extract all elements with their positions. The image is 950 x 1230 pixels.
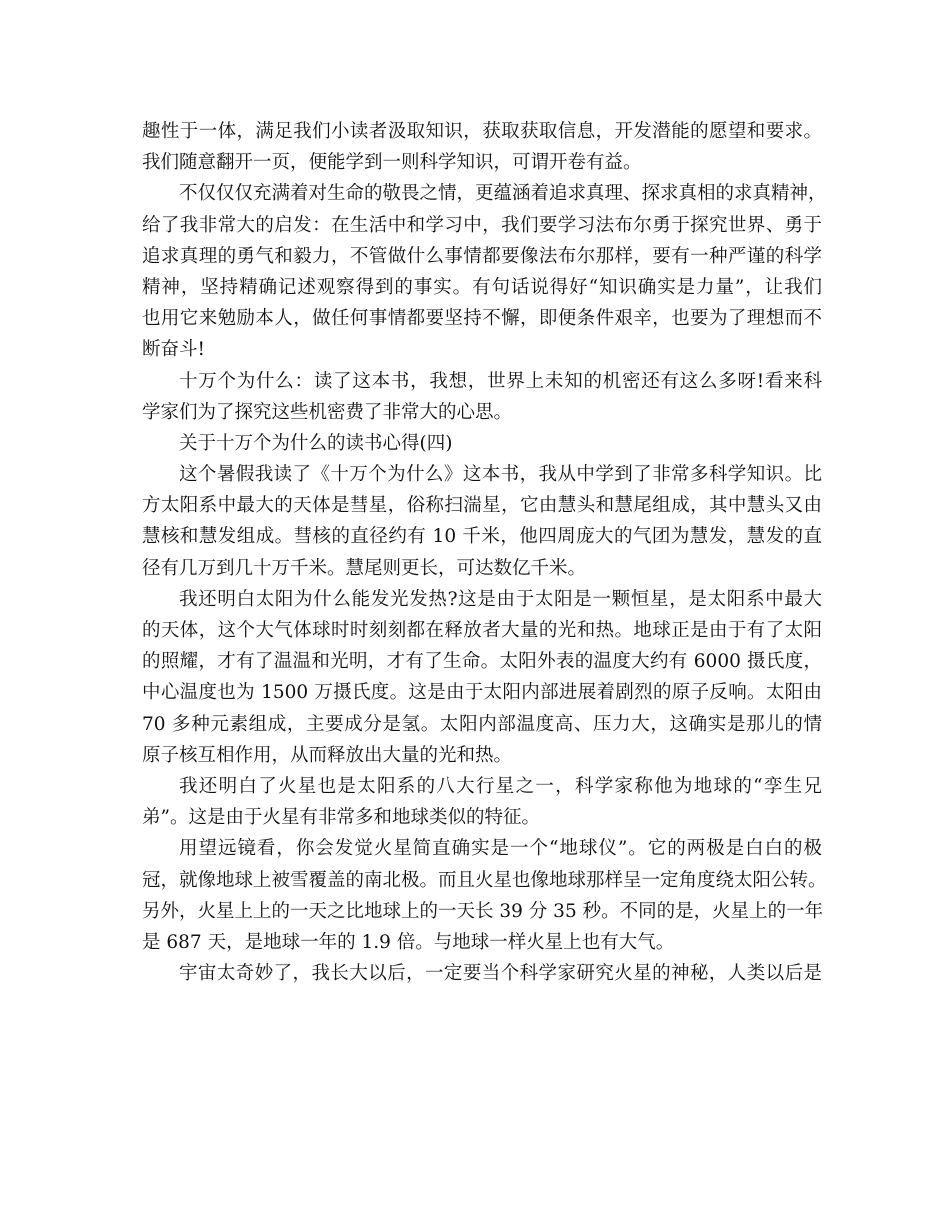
text-line: 精神，坚持精确记述观察得到的事实。有句话说得好“知识确实是力量”，让我们 (142, 276, 822, 298)
text-line: 我们随意翻开一页，便能学到一则科学知识，可谓开卷有益。 (142, 152, 642, 174)
text-line: 用望远镜看，你会发觉火星简直确实是一个“地球仪”。它的两极是白白的极 (179, 838, 822, 860)
text-line: 给了我非常大的启发：在生活中和学习中，我们要学习法布尔勇于探究世界、勇于 (142, 214, 822, 236)
text-line: 这个暑假我读了《十万个为什么》这本书，我从中学到了非常多科学知识。比 (179, 464, 822, 486)
text-line: 十万个为什么：读了这本书，我想，世界上未知的机密还有这么多呀!看来科 (179, 370, 822, 392)
text-line: 趣性于一体，满足我们小读者汲取知识，获取获取信息，开发潜能的愿望和要求。 (142, 121, 822, 142)
text-line: 宇宙太奇妙了，我长大以后，一定要当个科学家研究火星的神秘，人类以后是 (179, 963, 822, 985)
text-line: 冠，就像地球上被雪覆盖的南北极。而且火星也像地球那样呈一定角度绕太阳公转。 (142, 869, 827, 891)
text-line: 另外，火星上上的一天之比地球上的一天长 39 分 35 秒。不同的是，火星上的一年 (142, 900, 824, 922)
text-line: 方太阳系中最大的天体是彗星，俗称扫湍星，它由慧头和慧尾组成，其中慧头又由 (142, 495, 822, 517)
text-line: 也用它来勉励本人，做任何事情都要坚持不懈，即便条件艰辛，也要为了理想而不 (142, 308, 822, 330)
text-line: 弟”。这是由于火星有非常多和地球类似的特征。 (142, 807, 540, 829)
text-line: 我还明白了火星也是太阳系的八大行星之一，科学家称他为地球的“孪生兄 (179, 775, 822, 797)
text-line: 中心温度也为 1500 万摄氏度。这是由于太阳内部进展着剧烈的原子反响。太阳由 (142, 682, 822, 704)
text-line: 径有几万到几十万千米。慧尾则更长，可达数亿千米。 (142, 557, 587, 579)
text-line: 断奋斗! (142, 339, 205, 361)
text-line: 是 687 天，是地球一年的 1.9 倍。与地球一样火星上也有大气。 (142, 931, 675, 953)
text-line: 我还明白太阳为什么能发光发热?这是由于太阳是一颗恒星，是太阳系中最大 (179, 588, 822, 610)
text-line: 追求真理的勇气和毅力，不管做什么事情都要像法布尔那样，要有一种严谨的科学 (142, 245, 822, 267)
text-line: 学家们为了探究这些机密费了非常大的心思。 (142, 401, 513, 423)
text-line: 70 多种元素组成，主要成分是氢。太阳内部温度高、压力大，这确实是那儿的情 (142, 713, 822, 735)
document-body (142, 116, 827, 989)
text-line: 的天体，这个大气体球时时刻刻都在释放者大量的光和热。地球正是由于有了太阳 (142, 620, 822, 641)
text-line: 关于十万个为什么的读书心得(四) (179, 432, 453, 454)
text-line: 原子核互相作用，从而释放出大量的光和热。 (142, 744, 513, 766)
text-line: 的照耀，才有了温温和光明，才有了生命。太阳外表的温度大约有 6000 摄氏度， (142, 651, 822, 673)
text-line: 不仅仅仅充满着对生命的敬畏之情，更蕴涵着追求真理、探求真相的求真精神， (179, 183, 827, 205)
text-line: 慧核和慧发组成。彗核的直径约有 10 千米，他四周庞大的气团为慧发，慧发的直 (142, 526, 822, 548)
